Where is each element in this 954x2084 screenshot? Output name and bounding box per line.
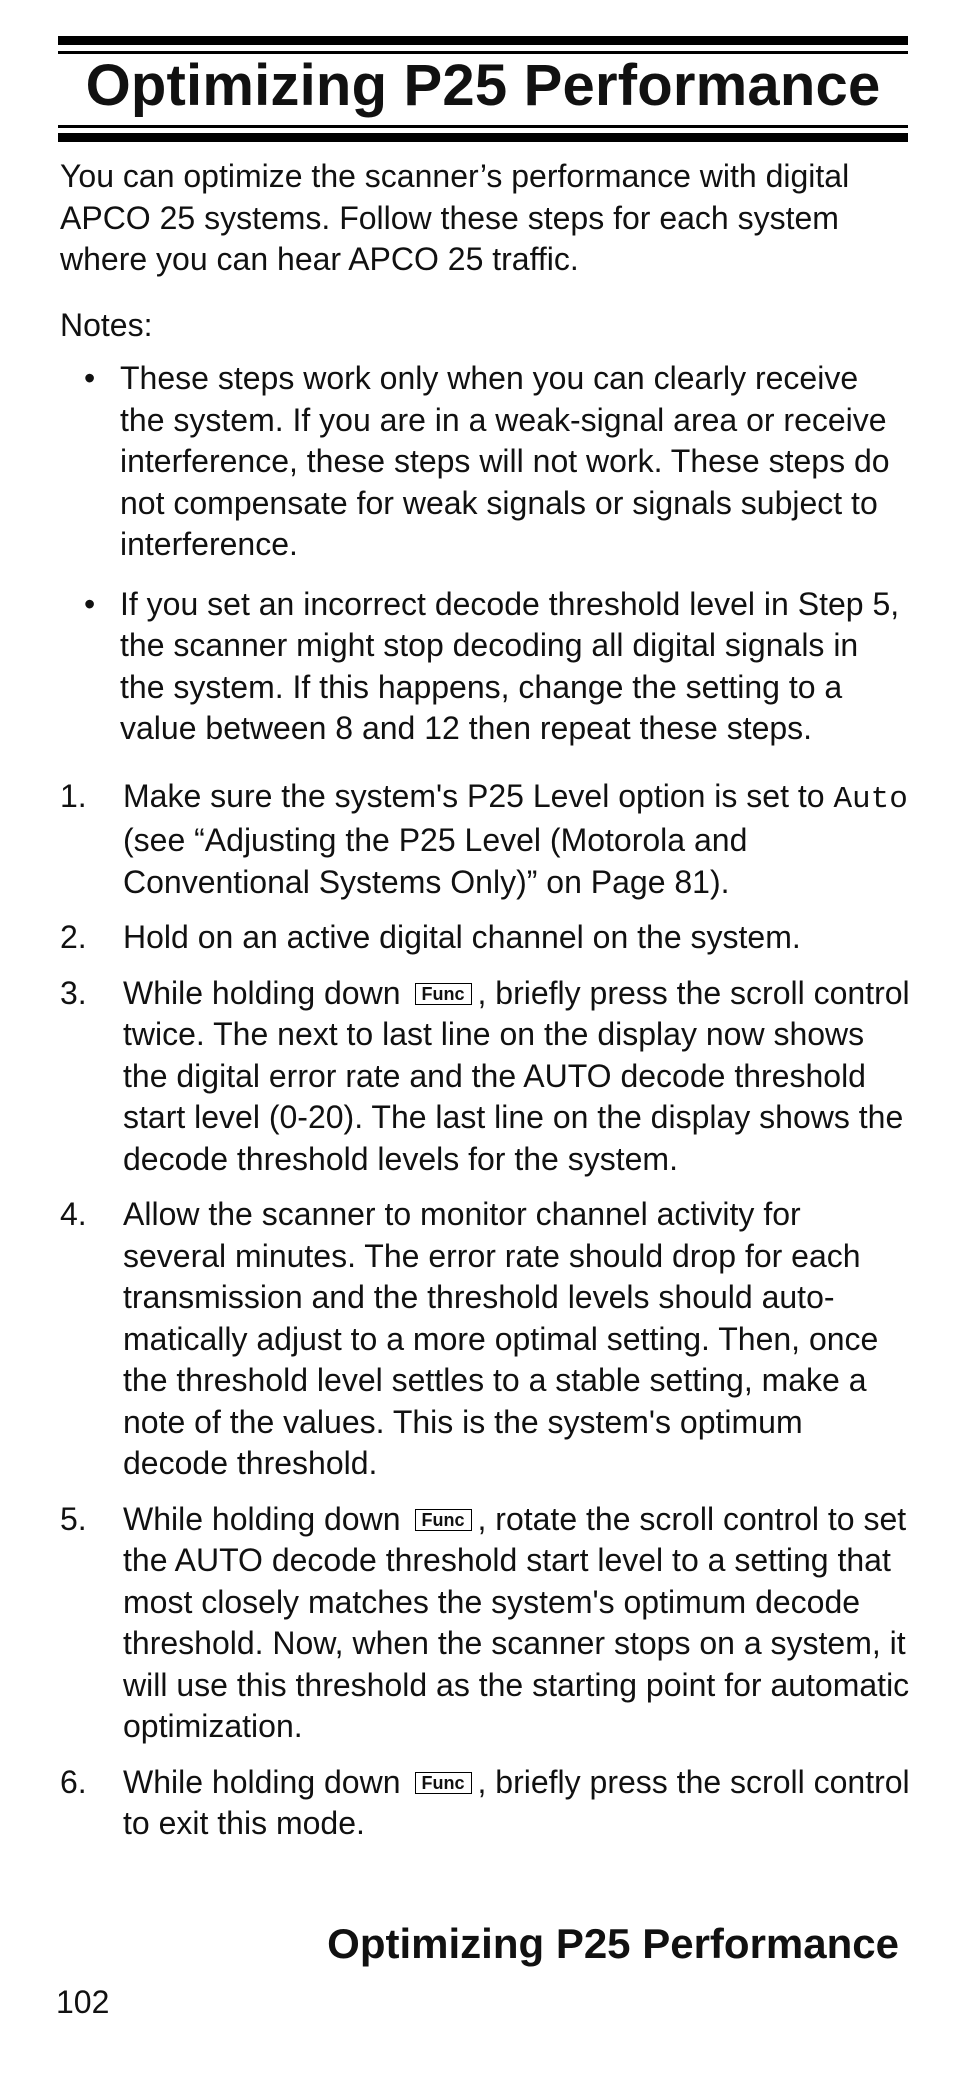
notes-item-text: These steps work only when you can clearly receive the system. If you are in a weak-signal area or receive interference, these steps will not work. These steps do not compensate for weak signals or signals subject to interference. — [120, 360, 890, 562]
page-number: 102 — [56, 1984, 110, 2020]
bullet-icon: • — [84, 360, 96, 396]
page-title: Optimizing P25 Performance — [85, 53, 881, 118]
step-item — [60, 1762, 910, 1845]
step-text: While holding down — [123, 1763, 401, 1800]
bullet-icon: • — [84, 585, 96, 622]
step-text: Hold on an active digital channel on the system. — [123, 919, 801, 955]
step-number: 1. — [60, 777, 87, 814]
step-number: 5. — [60, 1500, 87, 1537]
notes-label: Notes: — [60, 306, 153, 343]
header-rule-bottom-thin — [58, 125, 908, 128]
header-rule-top-thick — [58, 36, 908, 45]
step-number: 3. — [60, 974, 87, 1011]
footer-section-title: Optimizing P25 Performance — [327, 1920, 899, 1967]
step-item — [60, 1194, 910, 1485]
step-text: , rotate the scroll control to set the AUTO decode threshold start level to a setting that most closely matches the system's optimum decode threshold. Now, when the scanner stops on a system, it will use this threshold as the starting point for automatic optimization. — [123, 1500, 910, 1744]
step-item — [60, 1499, 910, 1748]
notes-item-text: If you set an incorrect decode threshold level in Step 5, the scanner might stop decoding all digital signals in the system. If this happens, change the setting to a value between 8 and 12 then repeat these steps. — [120, 585, 900, 746]
step-number: 6. — [60, 1763, 87, 1800]
func-key-icon: Func — [415, 983, 472, 1005]
notes-item — [60, 358, 910, 566]
page-content — [60, 156, 910, 1859]
step-text: (see “Adjusting the P25 Level (Motorola and Conventional Systems Only)” on Page 81). — [123, 822, 748, 900]
func-key-icon: Func — [415, 1772, 472, 1794]
step-text: , briefly press the scroll control to exit this mode. — [123, 1763, 910, 1841]
notes-item — [60, 584, 910, 750]
steps-list — [60, 776, 910, 1845]
step-item — [60, 917, 910, 959]
step-text: Allow the scanner to monitor channel activity for several minutes. The error rate should drop for each transmission and the threshold levels should auto-matically adjust to a more optimal setting. Then, once the threshold level settles to a stable setting, make a note of the values. This is the system's optimum decode threshold. — [123, 1196, 879, 1481]
intro-paragraph: You can optimize the scanner’s performance with digital APCO 25 systems. Follow these steps for each system where you can hear APCO 25 traffic. — [60, 158, 850, 277]
step-item — [60, 973, 910, 1181]
notes-list — [60, 358, 910, 750]
header-rule-bottom-thick — [58, 133, 908, 142]
step-number: 2. — [60, 919, 87, 955]
step-number: 4. — [60, 1196, 87, 1232]
func-key-icon: Func — [415, 1509, 472, 1531]
step-text: , briefly press the scroll control twice. The next to last line on the display now shows the digital error rate and the AUTO decode threshold start level (0-20). The last line on the display shows the decode threshold levels for the system. — [123, 974, 910, 1177]
setting-value-code: Auto — [833, 781, 908, 817]
step-item — [60, 776, 910, 904]
step-text: While holding down — [123, 974, 401, 1011]
step-text: Make sure the system's P25 Level option is set to — [123, 777, 834, 814]
step-text: While holding down — [123, 1500, 401, 1537]
